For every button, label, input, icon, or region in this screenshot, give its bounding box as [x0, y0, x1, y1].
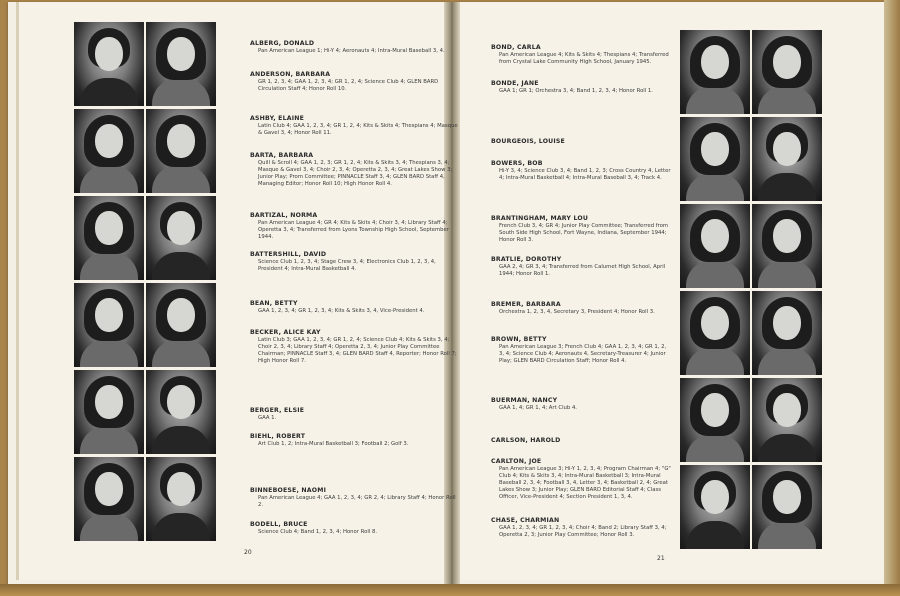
student-activities: Pan American League 4; GR 4; Kits & Skits 4; Choir 3, 4; Library Staff 4; Operetta 3, 4; Transferred from Lyons Township High School, September 1944.	[258, 220, 449, 240]
student-name: BOURGEOIS, LOUISE	[491, 138, 565, 145]
student-activities: GR 1, 2, 3, 4; GAA 1, 2, 3, 4; GR 1, 2, 4; Science Club 4; GLEN BARD Circulation Staff 4; Honor Roll 10.	[258, 79, 439, 92]
student-portrait	[146, 283, 216, 367]
student-activities: Pan American League 3; French Club 4; GAA 1, 2, 3, 4; GR 1, 2, 3, 4; Science Club 4; Aeronauts 4, Secretary-Treasurer 4; Junior Play; GLEN BARD Circulation Staff; Honor Roll 4.	[499, 344, 667, 364]
student-entry	[250, 71, 462, 93]
student-portrait	[752, 204, 822, 288]
student-portrait	[752, 30, 822, 114]
left-portrait-grid	[74, 22, 216, 541]
student-activities: Pan American League 4; GAA 1, 2, 3, 4; GR 2, 4; Library Staff 4; Honor Roll 2.	[258, 495, 456, 508]
student-entry	[491, 256, 671, 278]
student-name: ANDERSON, BARBARA	[250, 71, 331, 78]
student-name: BODELL, BRUCE	[250, 521, 308, 528]
student-entry	[250, 487, 462, 509]
student-portrait	[680, 117, 750, 201]
student-entry	[491, 397, 671, 412]
student-entry	[491, 458, 671, 501]
student-entry	[491, 336, 671, 365]
student-portrait	[74, 370, 144, 454]
student-name: BIEHL, ROBERT	[250, 433, 306, 440]
student-entry	[250, 115, 462, 137]
student-name: BRATLIE, DOROTHY	[491, 256, 562, 263]
student-activities: Science Club 4; Band 1, 2, 3, 4; Honor Roll 8.	[258, 529, 378, 535]
student-entry	[491, 215, 671, 244]
student-name: BOND, CARLA	[491, 44, 541, 51]
student-entry	[491, 301, 671, 316]
student-activities: GAA 1; GR 1; Orchestra 3, 4; Band 1, 2, 3, 4; Honor Roll 1.	[499, 88, 653, 94]
student-portrait	[74, 22, 144, 106]
student-entry	[250, 300, 462, 315]
student-activities: GAA 1.	[258, 415, 277, 421]
student-name: BATTERSHILL, DAVID	[250, 251, 327, 258]
student-portrait	[146, 109, 216, 193]
student-portrait	[680, 291, 750, 375]
student-entry	[250, 329, 462, 365]
student-portrait	[74, 457, 144, 541]
student-portrait	[146, 370, 216, 454]
student-entry	[491, 160, 671, 182]
student-name: BARTA, BARBARA	[250, 152, 314, 159]
student-name: CHASE, CHARMIAN	[491, 517, 560, 524]
page-number-right: 21	[657, 555, 665, 562]
student-entry	[491, 44, 671, 66]
student-portrait	[146, 22, 216, 106]
student-name: BROWN, BETTY	[491, 336, 547, 343]
student-portrait	[752, 291, 822, 375]
student-activities: Pan American League 4; Kits & Skits 4; Thespians 4; Transferred from Crystal Lake Community High School, January 1945.	[499, 52, 669, 65]
student-entry	[250, 251, 462, 273]
student-portrait	[74, 109, 144, 193]
student-portrait	[680, 30, 750, 114]
student-entry	[491, 80, 671, 95]
student-entry	[491, 517, 671, 539]
student-entry	[491, 437, 671, 445]
student-name: ALBERG, DONALD	[250, 40, 315, 47]
student-entry	[250, 407, 462, 422]
student-activities: Quill & Scroll 4; GAA 1, 2, 3; GR 1, 2, 4; Kits & Skits 3, 4; Thespians 3, 4; Masque & Gavel 3, 4; Choir 2, 3, 4; Operetta 2, 3, 4; Great Lakes Show 3; Junior Play; Prom Committee; PINNACLE Staff 3, 4; GLEN BARD Staff 4, Managing Editor; Honor Roll 10; High Honor Roll 4.	[258, 160, 453, 187]
student-entry	[250, 521, 462, 536]
student-portrait	[680, 465, 750, 549]
student-name: BOWERS, BOB	[491, 160, 543, 167]
student-name: BINNEBOESE, NAOMI	[250, 487, 327, 494]
student-name: BERGER, ELSIE	[250, 407, 305, 414]
student-name: BREMER, BARBARA	[491, 301, 561, 308]
student-name: BRANTINGHAM, MARY LOU	[491, 215, 589, 222]
student-name: ASHBY, ELAINE	[250, 115, 305, 122]
student-portrait	[74, 196, 144, 280]
student-activities: Science Club 1, 2, 3, 4; Stage Crew 3, 4; Electronics Club 1, 2, 3, 4, President 4; Intra-Mural Basketball 4.	[258, 259, 436, 272]
student-portrait	[680, 378, 750, 462]
student-activities: Latin Club 3; GAA 1, 2, 3, 4; GR 1, 2, 4; Science Club 4; Kits & Skits 3, 4; Choir 2, 3, 4; Library Staff 4; Operetta 2, 3, 4; Junior Play Committee Chairman; PINNACLE Staff 3, 4; GLEN BARD Staff 4, Reporter; Honor Roll 7; High Honor Roll 7.	[258, 337, 457, 364]
student-activities: Pan American League 1; Hi-Y 4; Aeronauts 4; Intra-Mural Baseball 3, 4.	[258, 48, 445, 54]
student-activities: Art Club 1, 2; Intra-Mural Basketball 3; Football 2; Golf 3.	[258, 441, 409, 447]
student-activities: GAA 1, 2, 3, 4; GR 1, 2, 3, 4; Kits & Skits 3, 4, Vice-President 4.	[258, 308, 425, 314]
student-activities: GAA 2, 4; GR 3, 4; Transferred from Calumet High School, April 1944; Honor Roll 1.	[499, 264, 666, 277]
student-name: BARTIZAL, NORMA	[250, 212, 318, 219]
student-entry	[250, 152, 462, 188]
right-portrait-grid	[680, 30, 822, 549]
student-portrait	[752, 465, 822, 549]
student-name: CARLSON, HAROLD	[491, 437, 561, 444]
book-page-edges	[884, 0, 900, 590]
student-activities: Latin Club 4; GAA 1, 2, 3, 4; GR 1, 2, 4; Kits & Skits 4; Thespians 4; Masque & Gavel 3, 4; Honor Roll 11.	[258, 123, 458, 136]
student-entry	[250, 433, 462, 448]
student-portrait	[146, 457, 216, 541]
student-activities: GAA 1, 2, 3, 4; GR 1, 2, 3, 4; Choir 4; Band 2; Library Staff 3, 4; Operetta 2, 3; Junior Play Committee; Honor Roll 3.	[499, 525, 667, 538]
student-portrait	[146, 196, 216, 280]
student-entry	[491, 138, 671, 146]
student-entry	[250, 212, 462, 241]
student-activities: Orchestra 1, 2, 3, 4, Secretary 3, President 4; Honor Roll 3.	[499, 309, 655, 315]
student-portrait	[74, 283, 144, 367]
student-portrait	[680, 204, 750, 288]
student-name: CARLTON, JOE	[491, 458, 542, 465]
student-activities: Hi-Y 3, 4; Science Club 3, 4; Band 1, 2, 3; Cross Country 4, Letter 4; Intra-Mural Basketball 4; Intra-Mural Baseball 3, 4; Track 4.	[499, 168, 671, 181]
student-name: BEAN, BETTY	[250, 300, 298, 307]
page-number-left: 20	[244, 549, 252, 556]
student-portrait	[752, 378, 822, 462]
student-activities: French Club 3, 4; GR 4; Junior Play Committee; Transferred from South Side High School, Fort Wayne, Indiana, September 1944; Honor Roll 3.	[499, 223, 669, 243]
student-activities: GAA 1, 4; GR 1, 4; Art Club 4.	[499, 405, 577, 411]
student-portrait	[752, 117, 822, 201]
student-name: BECKER, ALICE KAY	[250, 329, 321, 336]
student-name: BONDE, JANE	[491, 80, 539, 87]
student-name: BUERMAN, NANCY	[491, 397, 558, 404]
book-cover-edge	[0, 584, 900, 596]
student-activities: Pan American League 3; Hi-Y 1, 2, 3, 4; Program Chairman 4; "G" Club 4; Kits & Skits 3, 4; Intra-Mural Basketball 3; Intra-Mural Baseball 2, 3, 4; Football 3, 4, Letter 3, 4; Basketball 2, 4; Great Lakes Show 3; Junior Play; GLEN BARD Editorial Staff 4; Class Officer, Vice-President 4; Section President 1, 3, 4.	[499, 466, 671, 500]
student-entry	[250, 40, 462, 55]
